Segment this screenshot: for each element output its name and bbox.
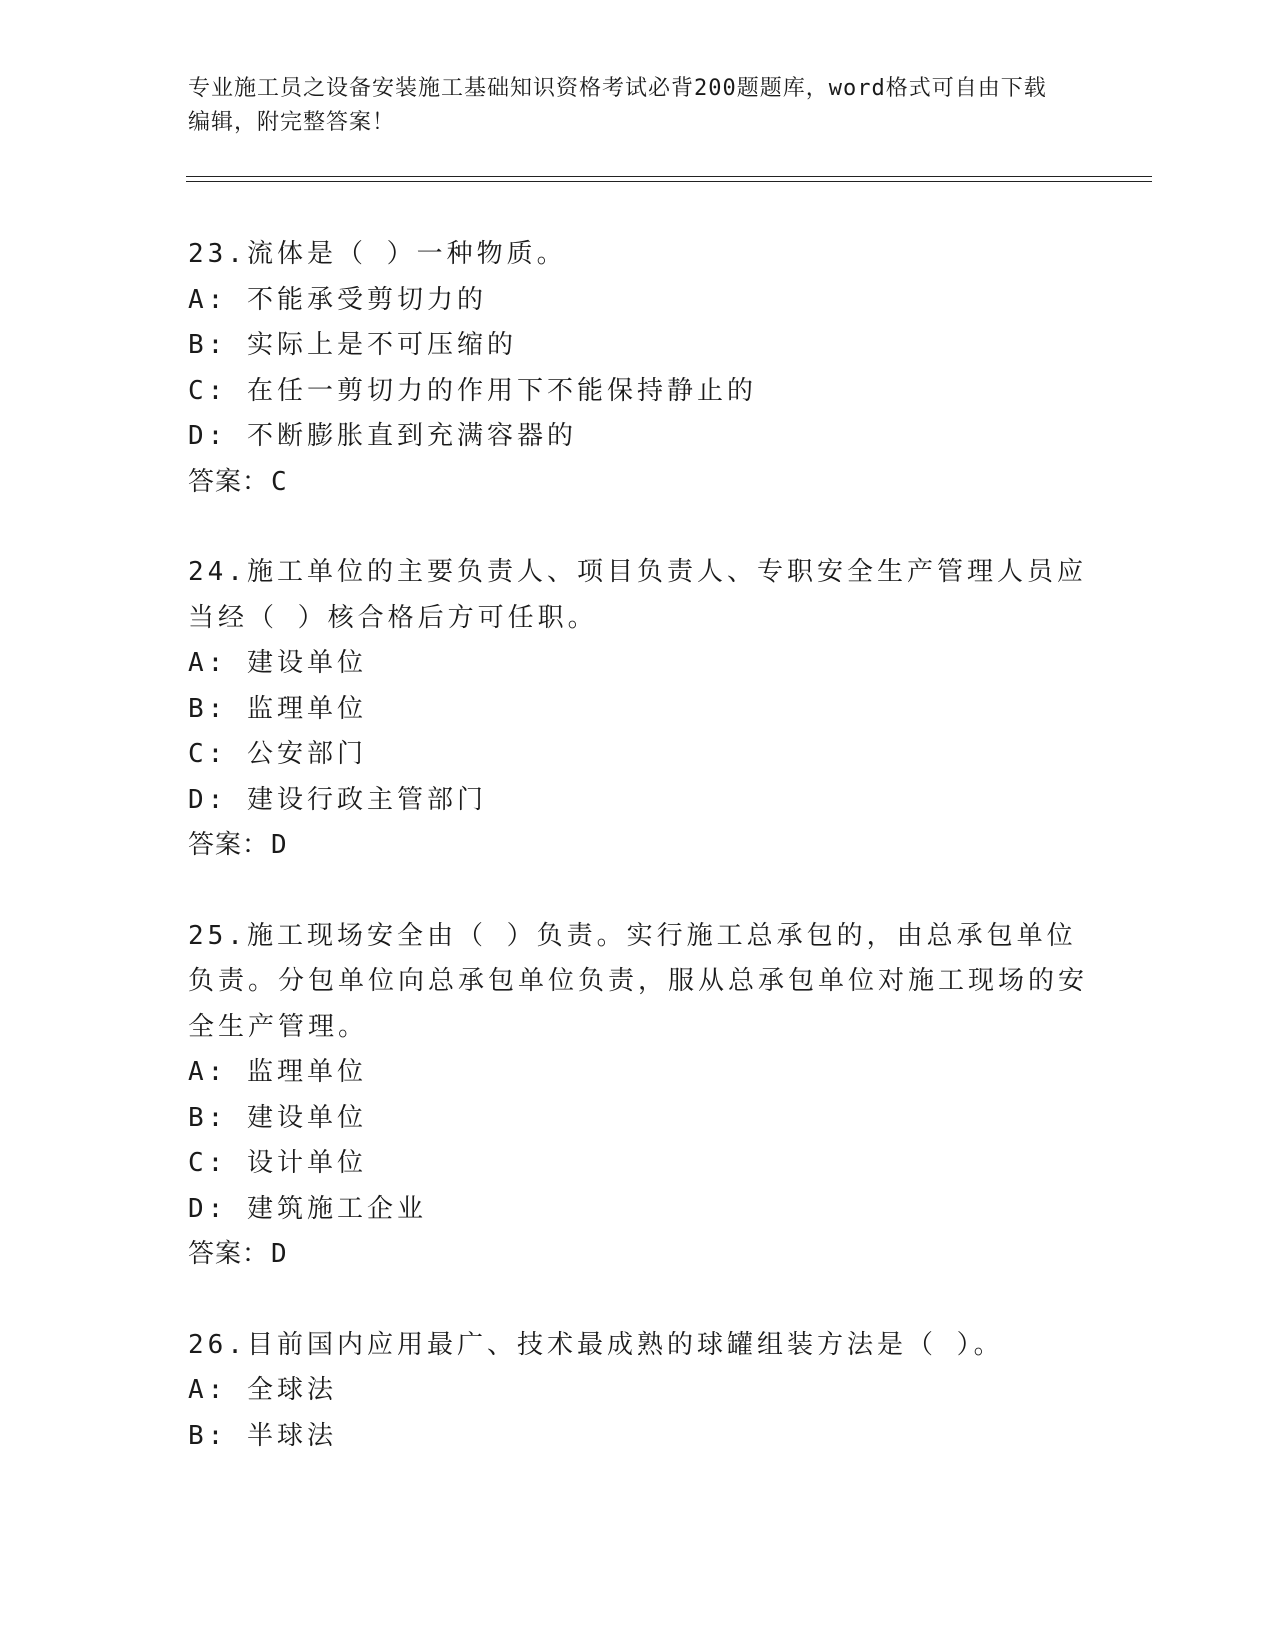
- answer-value: C: [271, 466, 288, 497]
- option-b: B: 建设单位: [188, 1102, 367, 1133]
- option-a: A: 全球法: [188, 1375, 337, 1405]
- question-list: [188, 232, 1088, 1504]
- answer-line: [188, 1232, 1088, 1278]
- option-b: B: 实际上是不可压缩的: [188, 330, 517, 360]
- question-26: [188, 1323, 1088, 1460]
- option-d: D: 建筑施工企业: [188, 1193, 427, 1224]
- answer-label: 答案：: [188, 1239, 270, 1269]
- answer-line: [188, 823, 1088, 869]
- answer-value: D: [271, 1239, 288, 1269]
- option-b: B: 半球法: [188, 1420, 337, 1451]
- option-a: A: 不能承受剪切力的: [188, 284, 487, 315]
- header-rule-top: [186, 176, 1152, 177]
- header-rule-bottom: [186, 181, 1152, 182]
- answer-line: [188, 460, 1088, 506]
- answer-value: D: [271, 830, 288, 860]
- option-a: A: 建设单位: [188, 648, 367, 678]
- answer-label: 答案：: [188, 830, 270, 860]
- option-d: D: 不断膨胀直到充满容器的: [188, 421, 577, 451]
- question-25: [188, 914, 1088, 1278]
- answer-label: 答案：: [188, 466, 270, 497]
- option-c: C: 在任一剪切力的作用下不能保持静止的: [188, 375, 757, 406]
- option-a: A: 监理单位: [188, 1057, 367, 1087]
- question-23: [188, 232, 1088, 505]
- question-stem: 26.目前国内应用最广、技术最成熟的球罐组装方法是（ ）。: [188, 1329, 1004, 1360]
- option-c: C: 公安部门: [188, 739, 367, 769]
- option-c: C: 设计单位: [188, 1148, 367, 1178]
- question-stem: 24.施工单位的主要负责人、项目负责人、专职安全生产管理人员应当经（ ）核合格后方可任职。: [188, 557, 1087, 633]
- question-stem: 23.流体是（ ）一种物质。: [188, 239, 567, 269]
- option-d: D: 建设行政主管部门: [188, 784, 487, 815]
- question-stem: 25.施工现场安全由（ ）负责。实行施工总承包的，由总承包单位负责。分包单位向总承包单位负责，服从总承包单位对施工现场的安全生产管理。: [188, 920, 1089, 1042]
- question-24: [188, 550, 1088, 869]
- document-header: 专业施工员之设备安装施工基础知识资格考试必背200题题库，word格式可自由下载编辑，附完整答案！: [188, 76, 1047, 135]
- option-b: B: 监理单位: [188, 693, 367, 724]
